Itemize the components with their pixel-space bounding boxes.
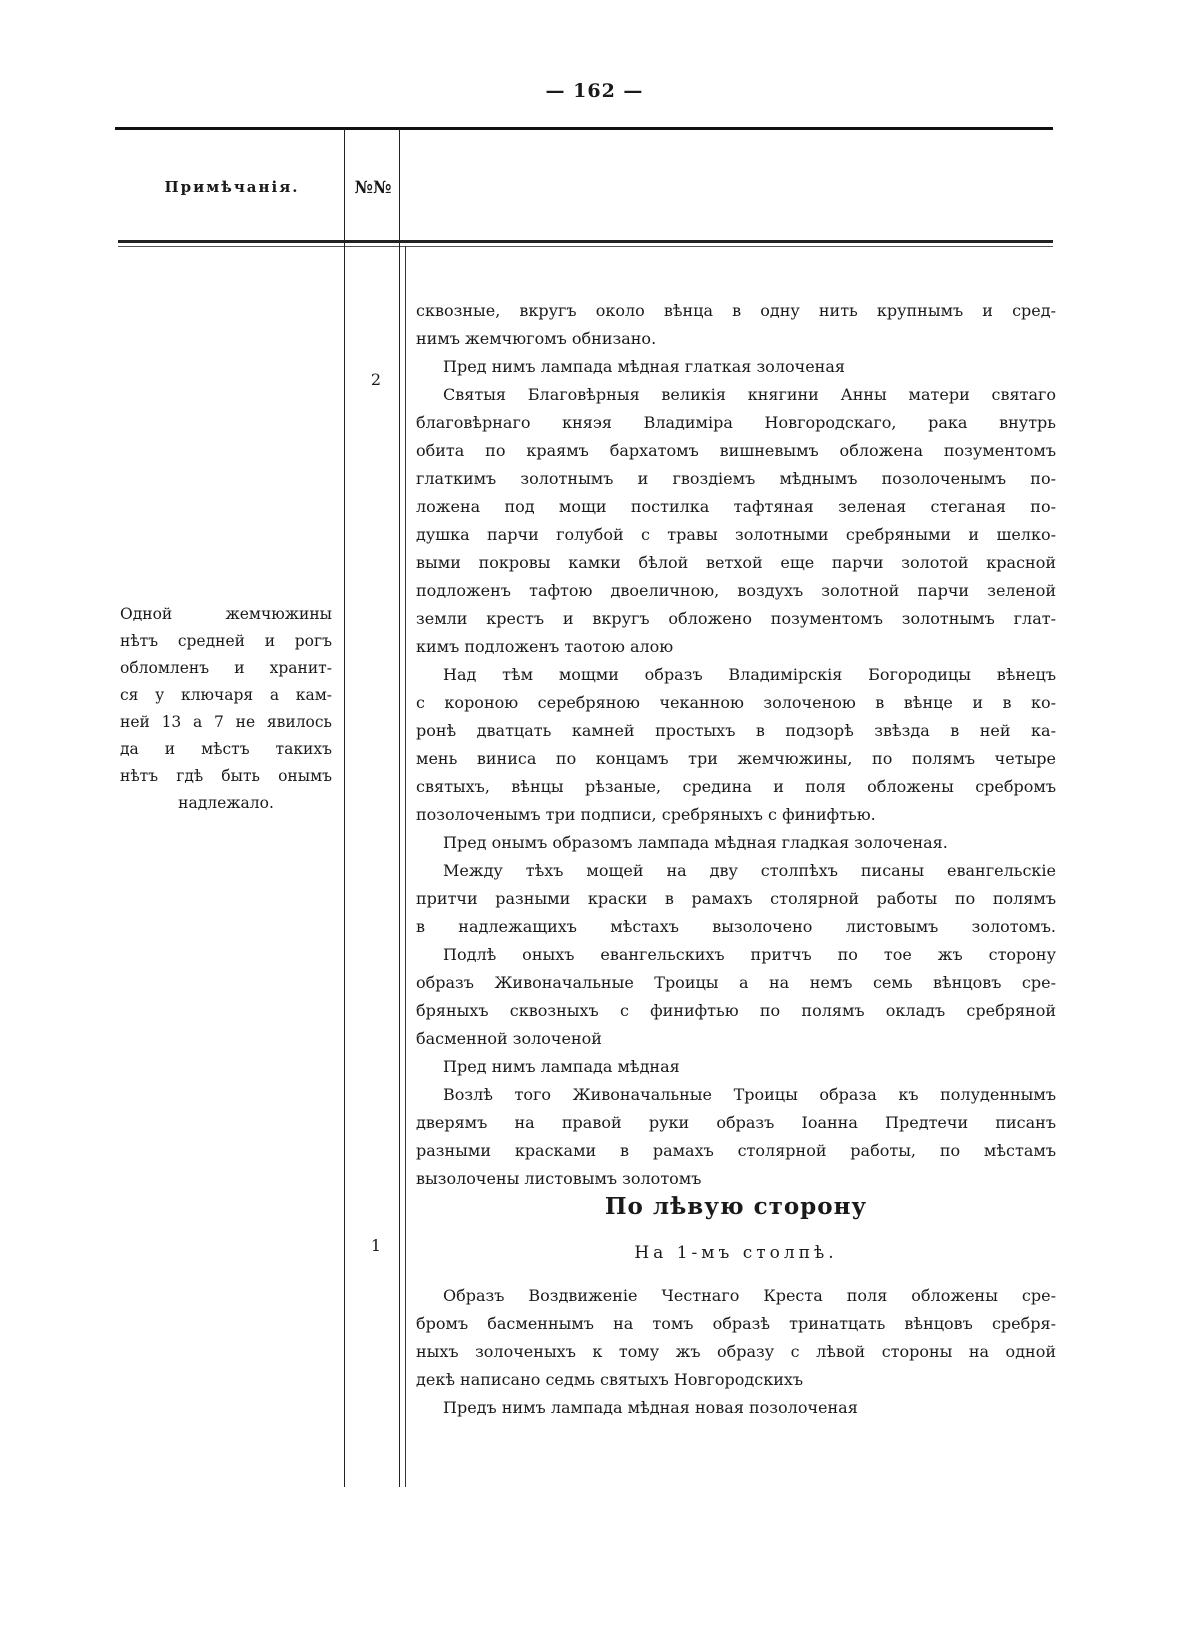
text-line: Пред нимъ лампада мѣдная глаткая золоченая [443, 357, 845, 376]
text-line: Над тѣм мощми образъ Владимірскія Богородицы вѣнецъ [443, 665, 1056, 684]
text-line: бряныхъ сквозныхъ с финифтью по полямъ окладъ сребряной [416, 1001, 1056, 1020]
text-line: в надлежащихъ мѣстахъ вызолочено листовымъ золотомъ. [416, 917, 1056, 936]
column-divider-notes [344, 129, 345, 1487]
header-rule-thin [118, 246, 1053, 247]
text-line: Возлѣ того Живоначальные Троицы образа къ полуденнымъ [443, 1085, 1056, 1104]
column-divider-number [399, 129, 400, 1487]
note-line: ся у ключаря а кам- [120, 686, 332, 704]
text-line: святыхъ, вѣнцы рѣзаные, средина и поля обложены сребромъ [416, 777, 1056, 796]
text-line: бромъ басменнымъ на томъ образѣ тринатцать вѣнцовъ сребря- [416, 1314, 1056, 1333]
note-line: обломленъ и хранит- [120, 659, 332, 677]
text-line: ныхъ золоченыхъ к тому жъ образу с лѣвой стороны на одной [416, 1342, 1056, 1361]
text-line: выми покровы камки бѣлой ветхой еще парчи золотой красной [416, 553, 1056, 572]
text-line: Предъ нимъ лампада мѣдная новая позолоченая [443, 1398, 858, 1417]
text-line: глаткимъ золотнымъ и гвоздіемъ мѣднымъ позолоченымъ по- [416, 469, 1056, 488]
number-column-header: №№ [354, 178, 392, 198]
notes-column [120, 601, 332, 817]
text-line: декѣ написано седмь святыхъ Новгородскихъ [416, 1370, 804, 1389]
notes-column-header: Примѣчанія. [164, 178, 300, 196]
text-line: Подлѣ оныхъ евангельскихъ притчъ по тое жъ сторону [443, 945, 1056, 964]
text-line: образъ Живоначальные Троицы а на немъ семь вѣнцовъ сре- [416, 973, 1056, 992]
text-line: благовѣрнаго княэя Владиміра Новгородскаго, рака внутрь [416, 413, 1056, 432]
header-rule [118, 240, 1053, 243]
top-rule [115, 127, 1053, 130]
note-line: нѣтъ средней и рогъ [120, 632, 332, 650]
text-line: притчи разными краски в рамахъ столярной работы по полямъ [416, 889, 1056, 908]
text-line: разными красками в рамахъ столярной работы, по мѣстамъ [416, 1141, 1056, 1160]
text-line: подложенъ тафтою двоеличною, воздухъ золотной парчи зеленой [416, 581, 1056, 600]
text-line: Образъ Воздвиженіе Честнаго Креста поля обложены сре- [443, 1286, 1056, 1305]
text-line: ложена под мощи постилка тафтяная зеленая стеганая по- [416, 497, 1056, 516]
note-line: ней 13 а 7 не явилось [120, 713, 332, 731]
column-divider-number-thin [405, 246, 406, 1487]
page-number: — 162 — [545, 80, 644, 102]
text-line: обита по краямъ бархатомъ вишневымъ обложена позументомъ [416, 441, 1056, 460]
note-line: надлежало. [178, 794, 274, 812]
section-subheading: На 1-мъ столпѣ. [634, 1243, 838, 1263]
note-line: нѣтъ гдѣ быть онымъ [120, 767, 332, 785]
text-line: мень виниса по концамъ три жемчюжины, по полямъ четыре [416, 749, 1056, 768]
text-line: ронѣ дватцать камней простыхъ в подзорѣ звѣзда в ней ка- [416, 721, 1056, 740]
text-line: душка парчи голубой с травы золотными сребряными и шелко- [416, 525, 1056, 544]
text-line: позолоченымъ три подписи, сребряныхъ с финифтью. [416, 805, 876, 824]
text-line: Святыя Благовѣрныя великія княгини Анны матери святаго [443, 385, 1056, 404]
text-line: кимъ подложенъ таотою алою [416, 637, 674, 656]
text-line: Пред онымъ образомъ лампада мѣдная гладкая золоченая. [443, 833, 948, 852]
text-line: басменной золоченой [416, 1029, 602, 1048]
text-line: земли крестъ и вкругъ обложено позументомъ золотнымъ глат- [416, 609, 1056, 628]
text-line: с короною серебряною чеканною золоченою в вѣнце и в ко- [416, 693, 1056, 712]
note-line: да и мѣстъ такихъ [120, 740, 332, 758]
text-line: Между тѣхъ мощей на дву столпѣхъ писаны евангельскіе [443, 861, 1056, 880]
entry-number: 1 [370, 1236, 382, 1255]
main-text-section-2 [416, 1282, 1056, 1422]
section-heading: По лѣвую сторону [604, 1193, 868, 1220]
text-line: сквозные, вкругъ около вѣнца в одну нить крупнымъ и сред- [416, 301, 1056, 320]
text-line: нимъ жемчюгомъ обнизано. [416, 329, 657, 348]
main-text [416, 297, 1056, 1193]
text-line: дверямъ на правой руки образъ Іоанна Предтечи писанъ [416, 1113, 1056, 1132]
note-line: Одной жемчюжины [120, 605, 332, 623]
entry-number: 2 [370, 370, 382, 389]
text-line: вызолочены листовымъ золотомъ [416, 1169, 702, 1188]
text-line: Пред нимъ лампада мѣдная [443, 1057, 680, 1076]
